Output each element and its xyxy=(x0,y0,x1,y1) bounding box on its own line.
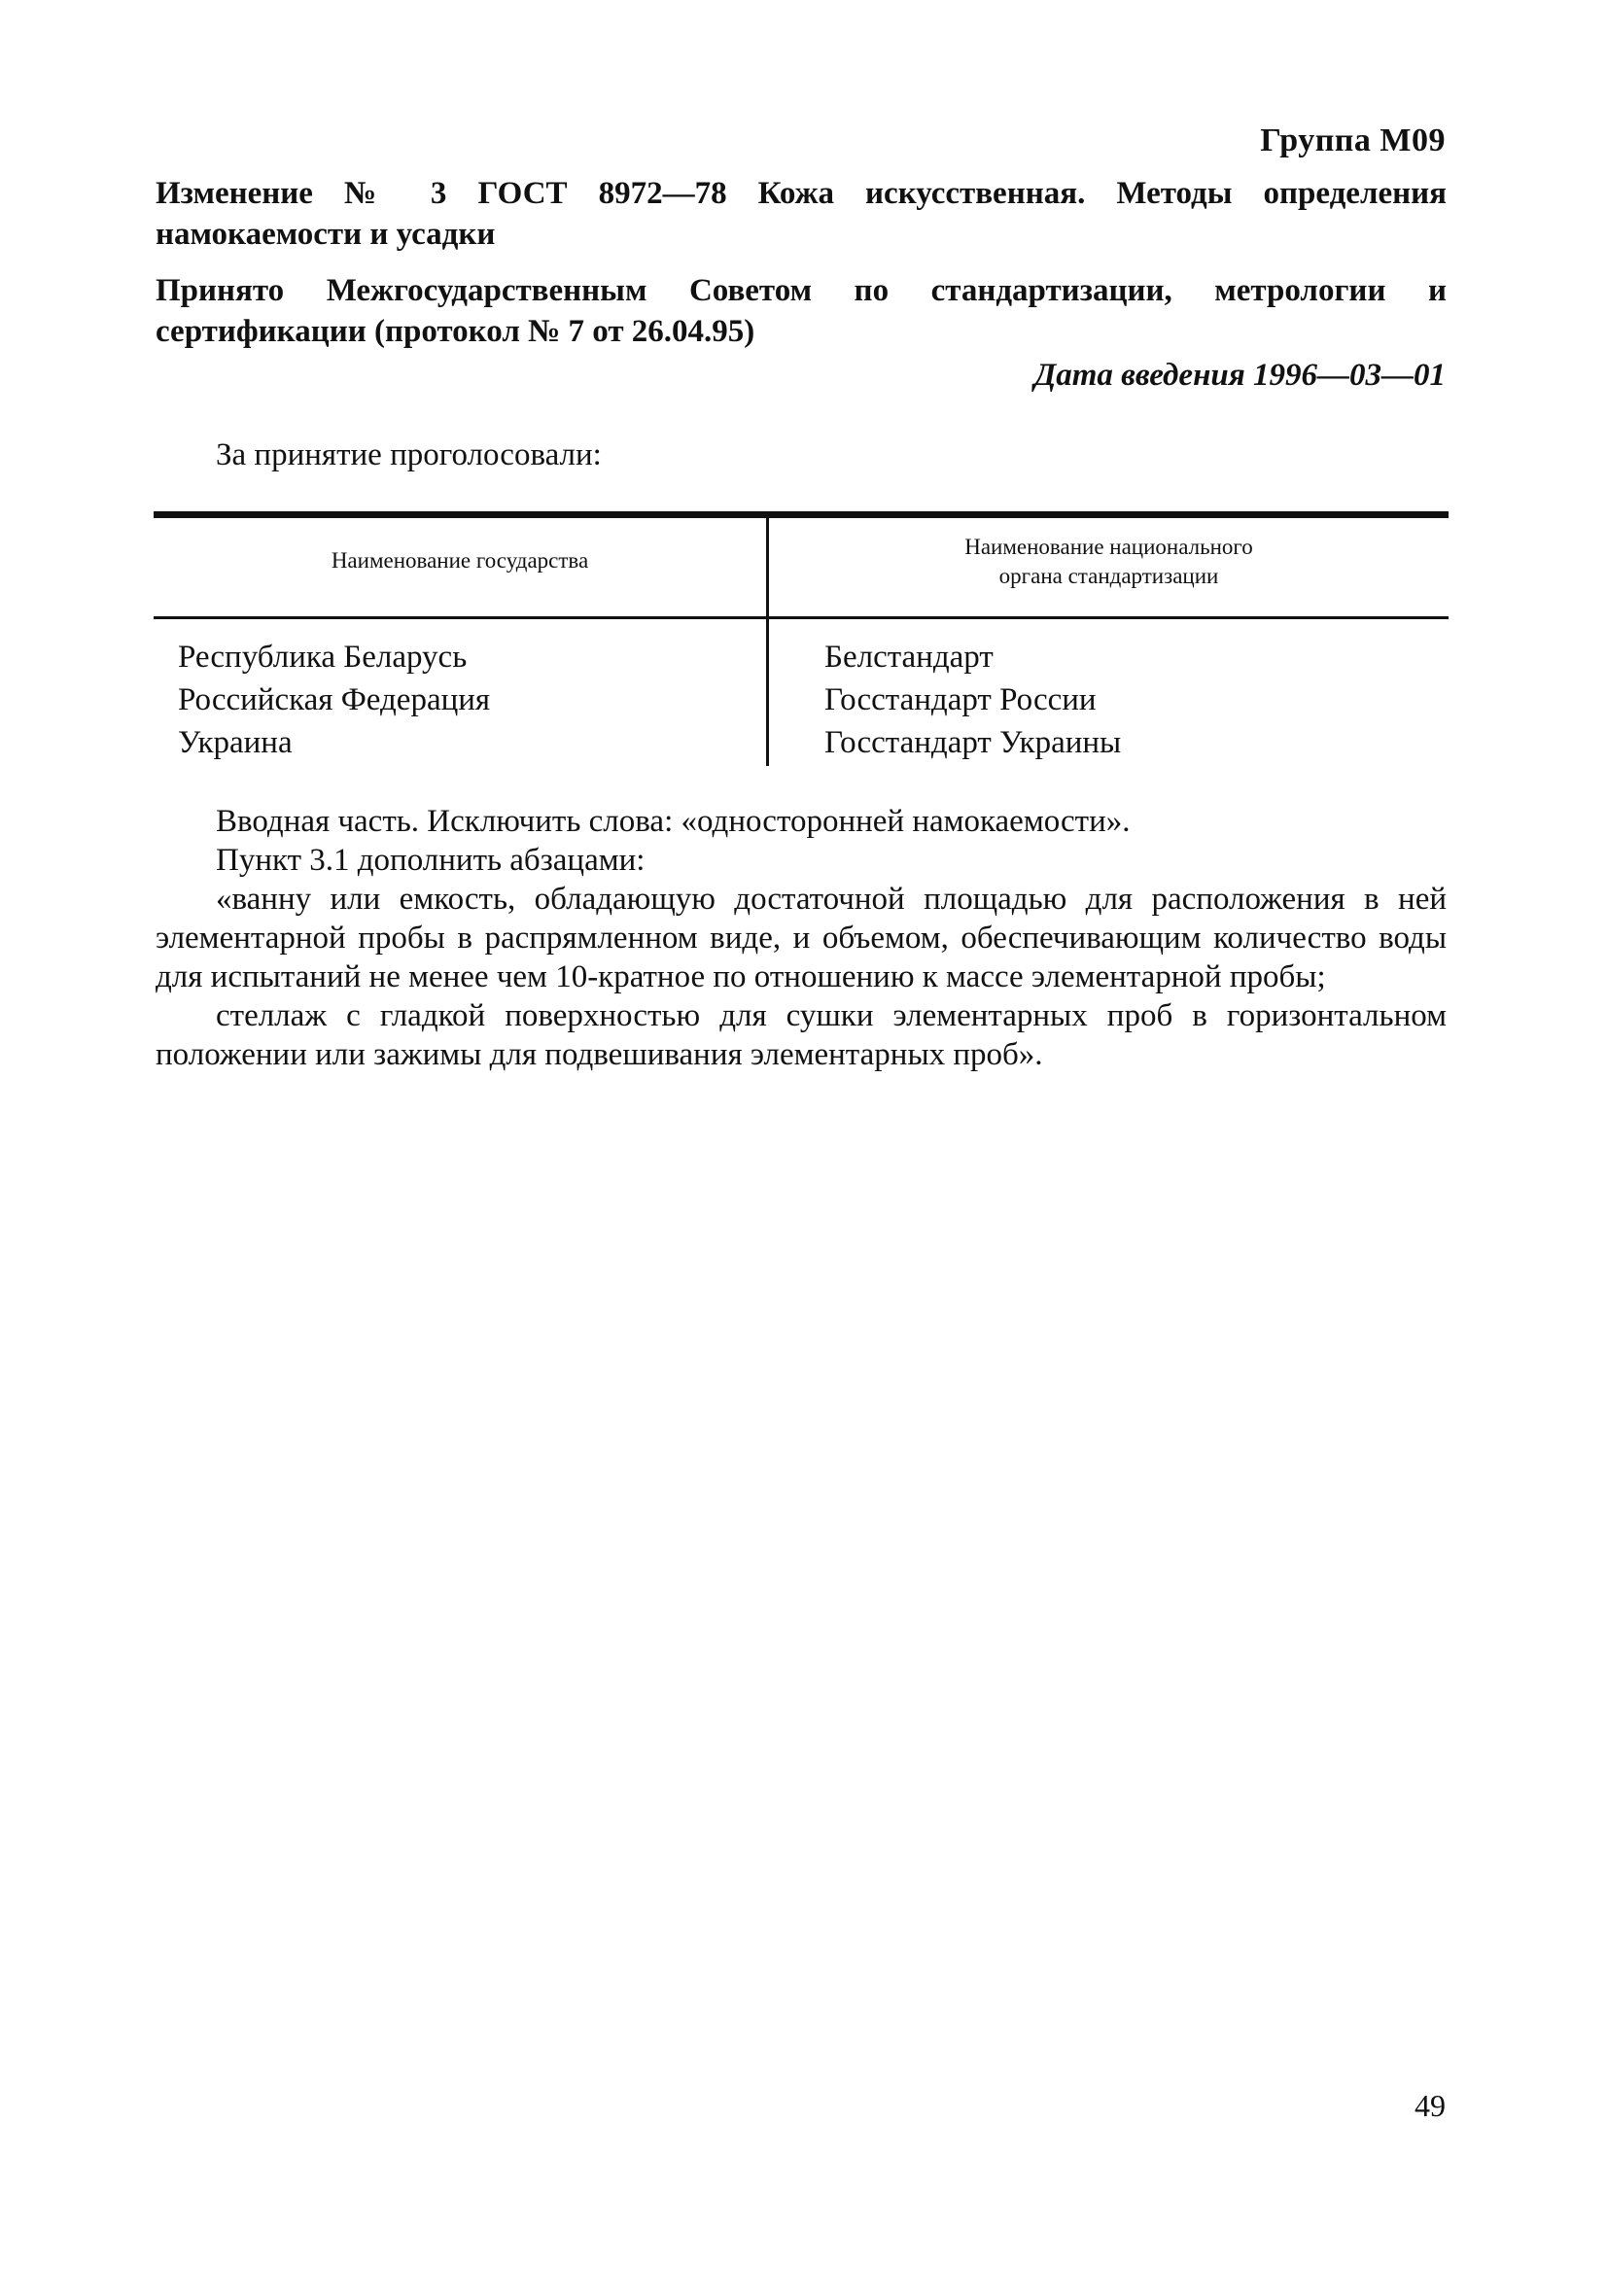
state-cell: Республика Беларусь xyxy=(178,640,468,675)
state-cell: Российская Федерация xyxy=(178,682,491,717)
organization-cell: Госстандарт России xyxy=(824,682,1097,717)
page-number: 49 xyxy=(1415,2088,1446,2123)
introduction-date: Дата введения 1996—03—01 xyxy=(1033,358,1446,393)
header-organization xyxy=(769,533,1449,591)
accepted-by-statement: Принято Межгосударственным Советом по стандартизации, метрологии и сертификации (протокол № 7 от 26.04.95) xyxy=(156,273,1447,349)
classification-group: Группа М09 xyxy=(1260,122,1446,158)
state-column xyxy=(178,636,490,764)
organization-cell: Госстандарт Украины xyxy=(824,725,1122,760)
paragraph-intro-part: Вводная часть. Исключить слова: «односторонней намокаемости». xyxy=(216,804,1131,839)
table-header-rule xyxy=(154,616,1449,619)
table-top-rule xyxy=(154,511,1449,518)
change-title: Изменение № 3 ГОСТ 8972—78 Кожа искусственная. Методы определения намокаемости и усадки xyxy=(156,176,1447,252)
state-cell: Украина xyxy=(178,725,293,760)
header-organization-line2: органа стандартизации xyxy=(998,564,1219,588)
paragraph-rack: стеллаж с гладкой поверхностью для сушки элементарных проб в горизонтальном положении или зажимы для подвешивания элементарных проб». xyxy=(156,998,1447,1072)
paragraph-bath: «ванну или емкость, обладающую достаточной площадью для расположения в ней элементарной пробы в распрямленном виде, и объемом, обеспечивающим количество воды для испытаний не менее чем 10-кратное по отношению к массе элементарной пробы; xyxy=(156,882,1447,994)
organization-cell: Белстандарт xyxy=(824,640,994,675)
amendment-body xyxy=(156,802,1447,1074)
voting-table xyxy=(154,511,1449,766)
paragraph-clause: Пункт 3.1 дополнить абзацами: xyxy=(216,843,646,878)
voted-label: За принятие проголосовали: xyxy=(216,437,602,472)
header-organization-line1: Наименование национального xyxy=(964,535,1253,559)
header-state: Наименование государства xyxy=(331,548,589,573)
organization-column xyxy=(824,636,1121,764)
